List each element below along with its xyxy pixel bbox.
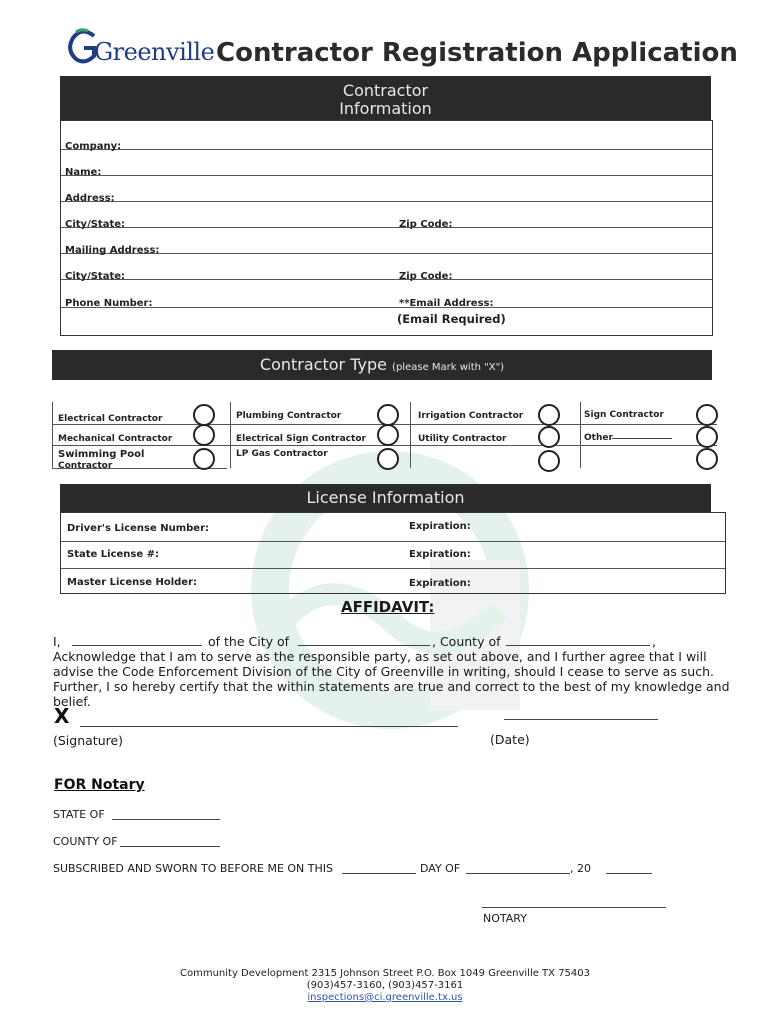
type-lp-gas-label: LP Gas Contractor — [236, 449, 328, 459]
subscribed-day-line[interactable] — [342, 873, 416, 874]
other-extra-checkbox[interactable] — [696, 448, 718, 470]
other-checkbox[interactable] — [696, 426, 718, 448]
affidavit-line-4: Further, I so hereby certify that the within statements are true and correct to the best of my knowledge and — [53, 679, 730, 694]
footer-phone: (903)457-3160, (903)457-3161 — [306, 980, 464, 991]
type-swimming-pool-label-2: Contractor — [58, 461, 113, 471]
lp-gas-checkbox[interactable] — [377, 448, 399, 470]
utility-extra-checkbox[interactable] — [538, 450, 560, 472]
contractor-info-header — [60, 76, 711, 120]
state-license-expiration-field[interactable]: Expiration: — [409, 549, 471, 560]
affidavit-i: I, — [53, 634, 61, 649]
irrigation-checkbox[interactable] — [538, 404, 560, 426]
affidavit-county-of: , County of — [432, 634, 501, 649]
type-electrical-sign-label: Electrical Sign Contractor — [236, 434, 366, 444]
county-of-label: COUNTY OF — [53, 835, 118, 848]
email-required-note: (Email Required) — [397, 312, 506, 326]
mechanical-checkbox[interactable] — [193, 424, 215, 446]
type-electrical-label: Electrical Contractor — [58, 414, 163, 424]
day-of-label: DAY OF — [420, 862, 461, 875]
mailing-city-state-field[interactable]: City/State: — [65, 271, 126, 282]
subscribed-month-line[interactable] — [466, 873, 570, 874]
notary-label: NOTARY — [483, 912, 527, 925]
zip-code-field[interactable]: Zip Code: — [399, 219, 453, 230]
contractor-info-heading-line1: Contractor — [342, 81, 429, 100]
type-swimming-pool-label-1: Swimming Pool — [58, 449, 145, 460]
affidavit-line-2: Acknowledge that I am to serve as the responsible party, as set out above, and I further agree that I will — [53, 649, 707, 664]
type-utility-label: Utility Contractor — [418, 434, 507, 444]
address-field[interactable]: Address: — [65, 193, 115, 204]
type-other-label: Other — [584, 433, 613, 443]
date-line[interactable] — [504, 719, 658, 720]
master-license-expiration-field[interactable]: Expiration: — [409, 578, 471, 589]
year-label: , 20 — [570, 862, 591, 875]
type-irrigation-label: Irrigation Contractor — [418, 411, 524, 421]
master-license-field[interactable]: Master License Holder: — [67, 577, 198, 588]
state-license-field[interactable]: State License #: — [67, 549, 159, 560]
subscribed-label: SUBSCRIBED AND SWORN TO BEFORE ME ON THIS — [53, 862, 333, 875]
state-of-line[interactable] — [112, 819, 220, 820]
plumbing-checkbox[interactable] — [377, 404, 399, 426]
swimming-pool-checkbox[interactable] — [193, 448, 215, 470]
city-state-field[interactable]: City/State: — [65, 219, 126, 230]
type-sign-label: Sign Contractor — [584, 410, 664, 420]
signature-line[interactable] — [80, 726, 458, 727]
greenville-logo — [68, 26, 215, 70]
contractor-info-box — [60, 120, 713, 336]
logo-text: Greenville — [94, 38, 215, 66]
mailing-address-field[interactable]: Mailing Address: — [65, 245, 160, 256]
license-info-box — [60, 512, 726, 594]
signature-x-mark: X — [54, 704, 70, 728]
affidavit-line-3: advise the Code Enforcement Division of the City of Greenville in writing, should I cease to serve as such. — [53, 664, 714, 679]
affidavit-city-of: of the City of — [208, 634, 290, 649]
drivers-license-field[interactable]: Driver's License Number: — [67, 523, 210, 534]
footer-email-link[interactable]: inspections@ci.greenville.tx.us — [307, 992, 463, 1003]
contractor-info-heading-line2: Information — [339, 99, 432, 118]
affidavit-heading: AFFIDAVIT: — [341, 598, 435, 616]
affidavit-line-5: belief. — [53, 694, 91, 709]
type-plumbing-label: Plumbing Contractor — [236, 411, 342, 421]
contractor-type-header — [52, 350, 712, 380]
date-label: (Date) — [490, 732, 530, 747]
company-field[interactable]: Company: — [65, 141, 122, 152]
subscribed-year-line[interactable] — [606, 873, 652, 874]
utility-checkbox[interactable] — [538, 426, 560, 448]
name-field[interactable]: Name: — [65, 167, 102, 178]
email-address-field[interactable]: **Email Address: — [399, 298, 494, 309]
drivers-license-expiration-field[interactable]: Expiration: — [409, 521, 471, 532]
electrical-sign-checkbox[interactable] — [377, 424, 399, 446]
mailing-zip-code-field[interactable]: Zip Code: — [399, 271, 453, 282]
signature-label: (Signature) — [53, 733, 124, 748]
sign-checkbox[interactable] — [696, 404, 718, 426]
contractor-type-grid — [52, 402, 717, 470]
notary-heading: FOR Notary — [54, 777, 145, 793]
county-of-line[interactable] — [120, 846, 220, 847]
electrical-checkbox[interactable] — [193, 404, 215, 426]
type-mechanical-label: Mechanical Contractor — [58, 434, 173, 444]
contractor-type-note: (please Mark with "X") — [392, 362, 505, 373]
notary-signature-line[interactable] — [482, 907, 666, 908]
affidavit-comma: , — [652, 634, 656, 649]
license-info-header — [60, 484, 711, 512]
license-info-heading: License Information — [306, 488, 465, 507]
footer-address: Community Development 2315 Johnson Street P.O. Box 1049 Greenville TX 75403 — [179, 968, 591, 979]
phone-number-field[interactable]: Phone Number: — [65, 298, 153, 309]
document-title: Contractor Registration Application — [216, 38, 738, 68]
state-of-label: STATE OF — [53, 808, 105, 821]
contractor-type-heading: Contractor Type — [259, 355, 387, 374]
